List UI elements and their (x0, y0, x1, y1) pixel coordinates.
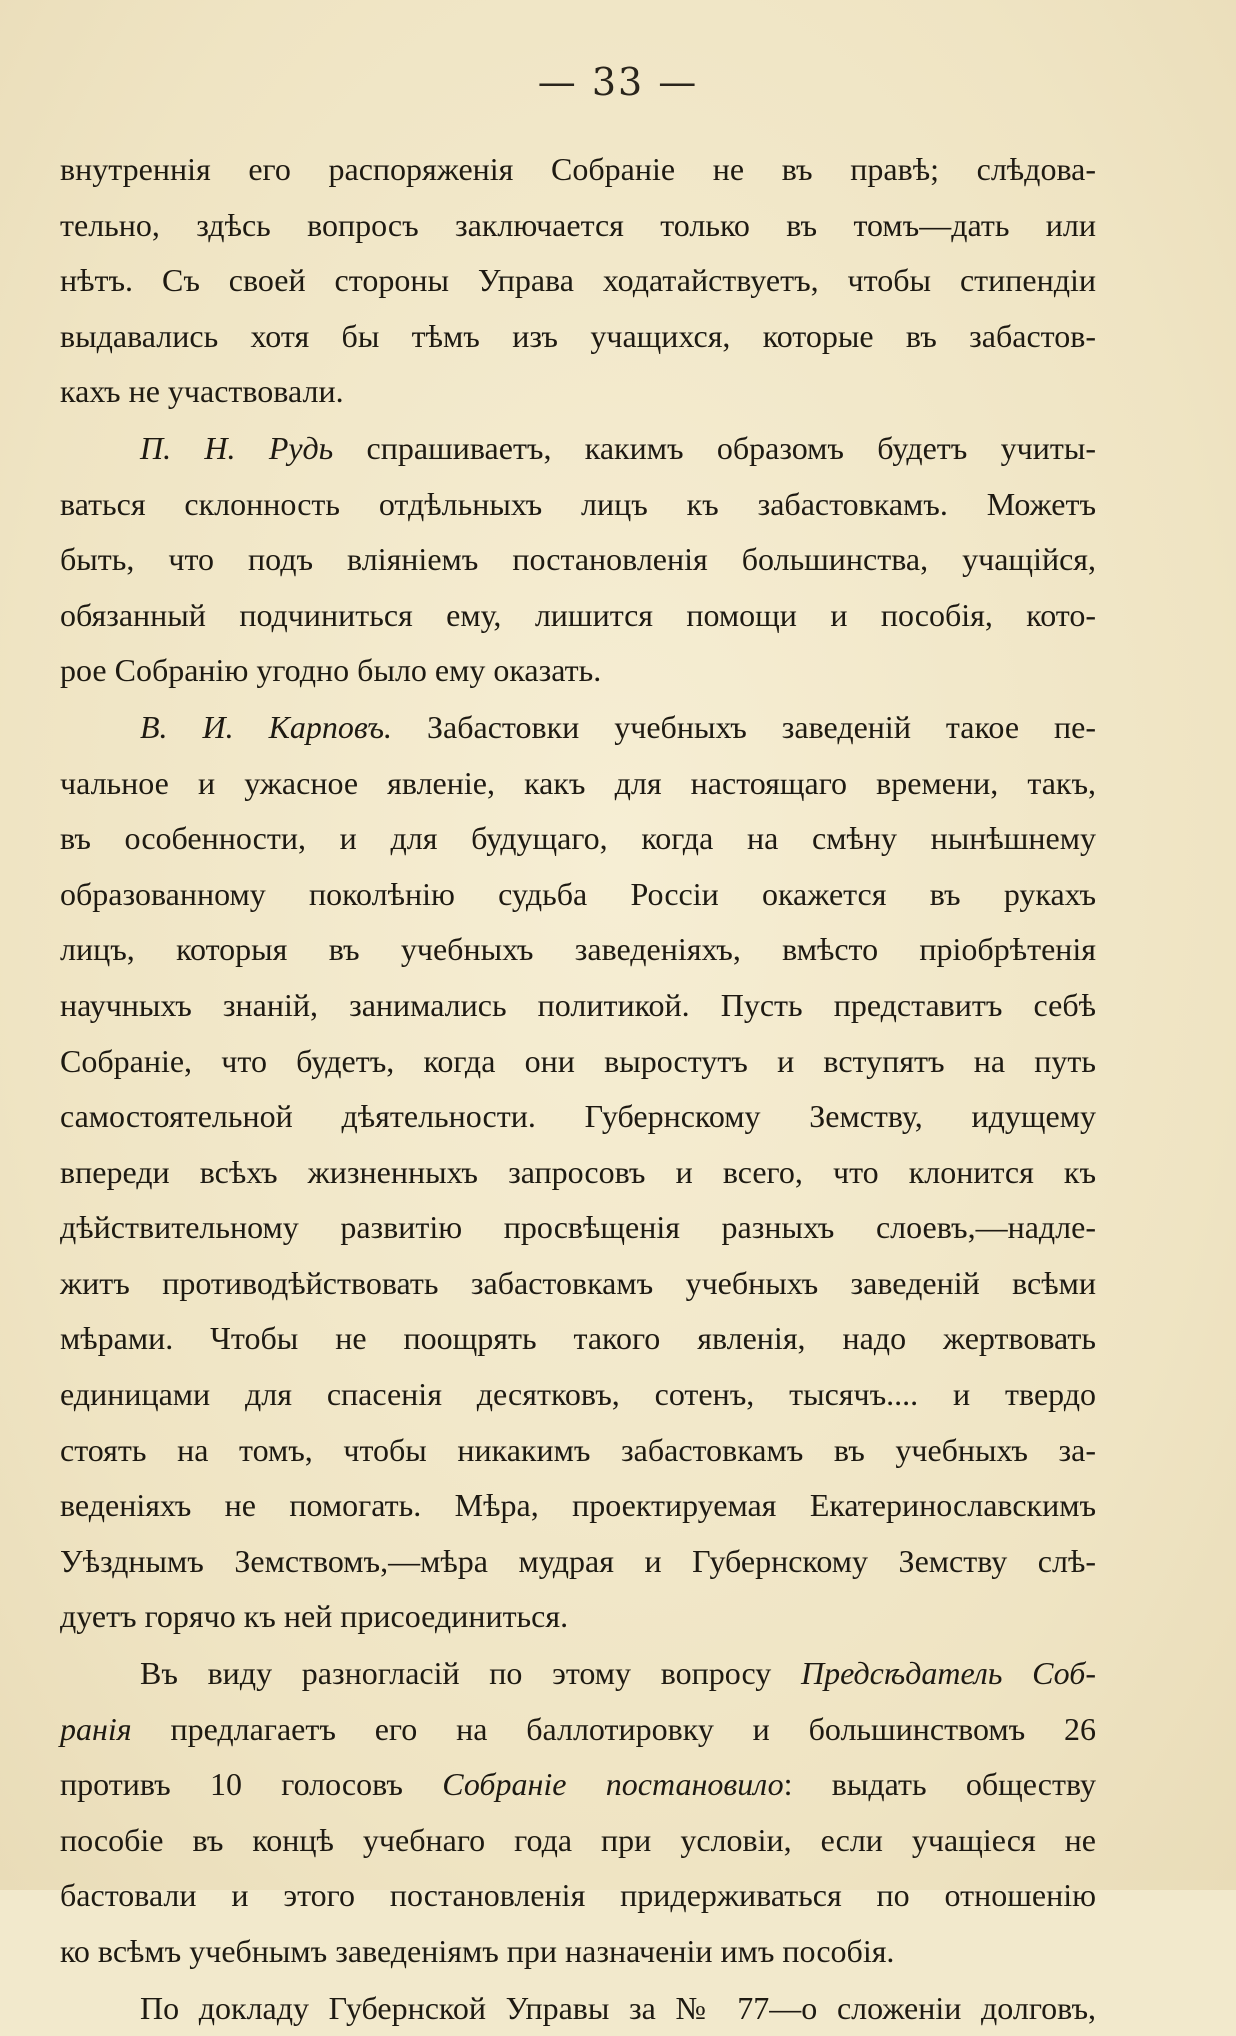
text-segment: быть, что подъ вліяніемъ постановленія большинства, учащійся, (60, 541, 1096, 578)
text-line (60, 364, 1096, 420)
text-line (60, 643, 1096, 699)
text-line (60, 978, 1096, 1034)
text-segment: самостоятельной дѣятельности. Губернскому Земству, идущему (60, 1098, 1096, 1135)
text-line (60, 1478, 1096, 1534)
text-line (60, 1589, 1096, 1645)
italic-text-segment: П. Н. Рудь (140, 429, 334, 466)
text-segment: : выдать обществу (783, 1766, 1097, 1803)
text-line (60, 142, 1096, 198)
text-line (60, 1981, 1096, 2036)
text-segment: впереди всѣхъ жизненныхъ запросовъ и всего, что клонится къ (60, 1153, 1096, 1190)
text-segment: образованному поколѣнію судьба Россіи окажется въ рукахъ (60, 875, 1096, 912)
text-segment: рое Собранію угодно было ему оказать. (60, 652, 602, 689)
text-segment: стоять на томъ, чтобы никакимъ забастовкамъ въ учебныхъ за- (60, 1431, 1096, 1468)
text-segment: предлагаетъ его на баллотировку и большинствомъ 26 (131, 1710, 1096, 1747)
text-segment: единицами для спасенія десятковъ, сотенъ, тысячъ.... и твердо (60, 1376, 1096, 1413)
text-line (60, 253, 1096, 309)
italic-text-segment: Предсѣдатель Соб- (800, 1655, 1097, 1692)
text-segment: дуетъ горячо къ ней присоединиться. (60, 1598, 569, 1635)
text-line (60, 1367, 1096, 1423)
text-line (60, 1256, 1096, 1312)
text-segment: пособіе въ концѣ учебнаго года при условіи, если учащіеся не (60, 1821, 1096, 1858)
text-segment: житъ противодѣйствовать забастовкамъ учебныхъ заведеній всѣми (60, 1264, 1096, 1301)
text-line (60, 477, 1096, 533)
text-line (60, 867, 1096, 923)
text-segment: Въ виду разногласій по этому вопросу (140, 1655, 801, 1692)
page-number: — 33 — (537, 60, 699, 104)
text-segment: научныхъ знаній, занимались политикой. Пусть представитъ себѣ (60, 986, 1096, 1023)
text-line (60, 1311, 1096, 1367)
text-line (60, 922, 1096, 978)
text-line (60, 1423, 1096, 1479)
text-line (60, 700, 1096, 756)
text-line (60, 1813, 1096, 1869)
text-segment: мѣрами. Чтобы не поощрять такого явленія, надо жертвовать (60, 1320, 1096, 1357)
document-body-text (60, 142, 1096, 2036)
text-line (60, 1868, 1096, 1924)
text-segment: обязанный подчиниться ему, лишится помощи и пособія, кото- (60, 596, 1096, 633)
text-line (60, 1646, 1096, 1702)
text-segment: ко всѣмъ учебнымъ заведеніямъ при назначеніи имъ пособія. (60, 1933, 895, 1969)
text-segment: лицъ, которыя въ учебныхъ заведеніяхъ, вмѣсто пріобрѣтенія (60, 931, 1096, 968)
text-line (60, 1200, 1096, 1256)
text-segment: По докладу Губернской Управы за № 77—о сложеніи долговъ, (140, 1989, 1096, 2026)
text-line (60, 1924, 1096, 1980)
text-segment: бастовали и этого постановленія придерживаться по отношенію (60, 1877, 1096, 1914)
text-line (60, 198, 1096, 254)
text-line (60, 811, 1096, 867)
text-line (60, 1534, 1096, 1590)
text-segment: внутреннія его распоряженія Собраніе не въ правѣ; слѣдова- (60, 151, 1096, 187)
text-line (60, 1757, 1096, 1813)
text-line (60, 588, 1096, 644)
text-line (60, 532, 1096, 588)
text-segment: Собраніе, что будетъ, когда они выростутъ и вступятъ на путь (60, 1042, 1096, 1079)
text-line (60, 1089, 1096, 1145)
text-segment: дѣйствительному развитію просвѣщенія разныхъ слоевъ,—надле- (60, 1209, 1096, 1246)
text-segment: Уѣзднымъ Земствомъ,—мѣра мудрая и Губернскому Земству слѣ- (60, 1542, 1096, 1579)
text-segment: ваться склонность отдѣльныхъ лицъ къ забастовкамъ. Можетъ (60, 485, 1096, 522)
text-segment: тельно, здѣсь вопросъ заключается только въ томъ—дать или (60, 206, 1096, 243)
text-segment: нѣтъ. Съ своей стороны Управа ходатайствуетъ, чтобы стипендіи (60, 262, 1096, 299)
italic-text-segment: В. И. Карповъ. (140, 708, 392, 745)
italic-text-segment: Собраніе постановило (442, 1766, 784, 1803)
text-line (60, 756, 1096, 812)
text-segment: спрашиваетъ, какимъ образомъ будетъ учиты- (333, 429, 1097, 466)
text-line (60, 1034, 1096, 1090)
italic-text-segment: ранія (60, 1710, 132, 1747)
text-segment: выдавались хотя бы тѣмъ изъ учащихся, которые въ забастов- (60, 317, 1096, 354)
text-segment: въ особенности, и для будущаго, когда на смѣну нынѣшнему (60, 820, 1096, 857)
text-segment: веденіяхъ не помогать. Мѣра, проектируемая Екатеринославскимъ (60, 1487, 1096, 1524)
text-line (60, 1145, 1096, 1201)
text-line (60, 1702, 1096, 1758)
text-segment: кахъ не участвовали. (60, 373, 344, 410)
text-segment: противъ 10 голосовъ (60, 1766, 443, 1803)
text-line (60, 309, 1096, 365)
text-segment: Забастовки учебныхъ заведеній такое пе- (391, 708, 1097, 745)
text-line (60, 421, 1096, 477)
text-segment: чальное и ужасное явленіе, какъ для настоящаго времени, такъ, (60, 764, 1096, 801)
